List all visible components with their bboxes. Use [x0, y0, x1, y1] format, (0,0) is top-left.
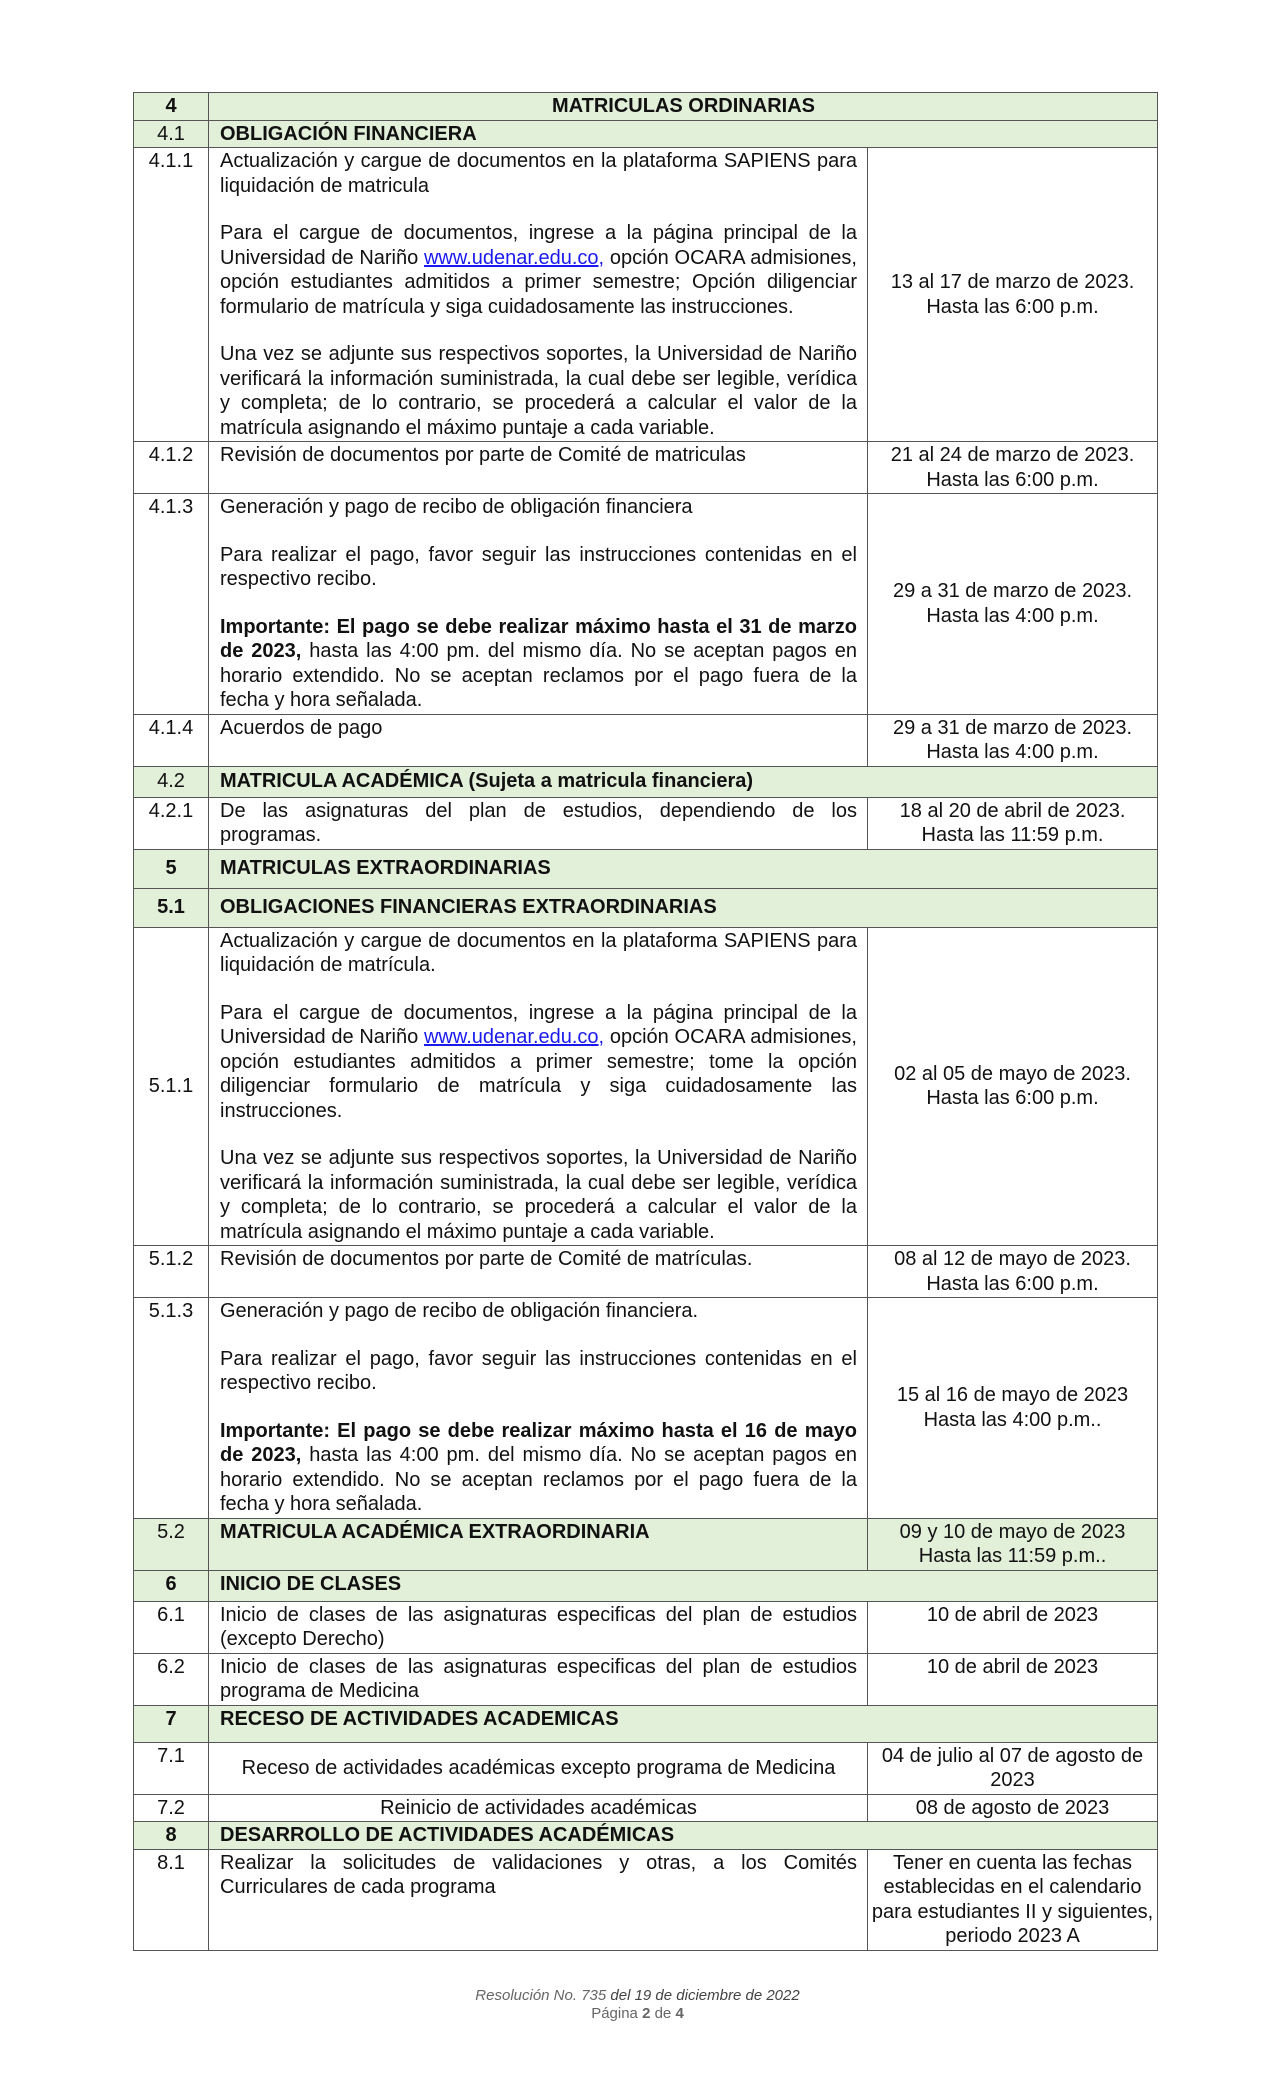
paragraph: Generación y pago de recibo de obligación financiera. [220, 1300, 699, 1322]
footer-resolution [0, 1986, 1275, 2005]
paragraph [220, 1001, 857, 1124]
item-description: Revisión de documentos por parte de Comité de matriculas [209, 442, 868, 494]
section-title: MATRICULAS EXTRAORDINARIAS [209, 849, 1158, 888]
item-number: 4.1.3 [134, 494, 209, 715]
section-date [868, 1518, 1158, 1570]
table-row [134, 1653, 1158, 1705]
date-range: 13 al 17 de marzo de 2023. [890, 271, 1135, 293]
paragraph: Una vez se adjunte sus respectivos soportes, la Universidad de Nariño verificará la información suministrada, la cual debe ser legible, verídica y completa; de lo contrario, se procederá a calcular el valor de la matrícula asignando el máximo puntaje a cada variable. [220, 1147, 857, 1243]
table-row [134, 1298, 1158, 1519]
section-number: 5 [134, 849, 209, 888]
text: Para el cargue de documentos, ingrese a la página principal de la Universidad de Nariño [220, 1001, 857, 1048]
item-date: 04 de julio al 07 de agosto de 2023 [868, 1742, 1158, 1794]
item-number: 6.1 [134, 1601, 209, 1653]
date-range: 02 al 05 de mayo de 2023. [894, 1062, 1131, 1085]
text: Para el cargue de documentos, ingrese a la página principal de la Universidad de Nariño [220, 222, 857, 269]
section-row-5-1 [134, 888, 1158, 927]
item-number: 4.2.1 [134, 797, 209, 849]
section-number: 5.1 [134, 888, 209, 927]
paragraph [220, 221, 857, 319]
section-number: 4.2 [134, 766, 209, 797]
udenar-link[interactable]: www.udenar.edu.co, [423, 1026, 605, 1048]
text: opción OCARA admisiones, opción estudiantes admitidos a primer semestre; tome la opción diligenciar formulario de matrícula y siga cuidadosamente las instrucciones. [220, 1026, 857, 1122]
important-note [220, 615, 857, 713]
item-number: 7.2 [134, 1794, 209, 1822]
item-date [868, 927, 1158, 1246]
date-range: 09 y 10 de mayo de 2023 [899, 1520, 1126, 1543]
item-description [209, 494, 868, 715]
section-title: MATRICULAS ORDINARIAS [209, 93, 1158, 121]
deadline-time: Hasta las 6:00 p.m. [926, 1272, 1099, 1295]
table-row [134, 494, 1158, 715]
table-row [134, 442, 1158, 494]
item-date [868, 1298, 1158, 1519]
table-row [134, 1849, 1158, 1950]
item-date [868, 494, 1158, 715]
paragraph: Generación y pago de recibo de obligación financiera [220, 496, 693, 518]
section-row-4-1 [134, 120, 1158, 148]
item-description: Inicio de clases de las asignaturas especificas del plan de estudios (excepto Derecho) [209, 1601, 868, 1653]
footer-page-number [0, 2004, 1275, 2023]
section-number: 4.1 [134, 120, 209, 148]
resolution-date: del 19 de diciembre de 2022 [610, 1987, 800, 2004]
section-row-4-2 [134, 766, 1158, 797]
table-row [134, 1794, 1158, 1822]
section-row-7 [134, 1705, 1158, 1742]
table-row [134, 1742, 1158, 1794]
item-description: Receso de actividades académicas excepto programa de Medicina [209, 1742, 868, 1794]
deadline-time: Hasta las 4:00 p.m. [926, 604, 1099, 627]
section-title: MATRICULA ACADÉMICA (Sujeta a matricula financiera) [209, 766, 1158, 797]
section-row-5 [134, 849, 1158, 888]
item-date [868, 148, 1158, 442]
section-row-5-2 [134, 1518, 1158, 1570]
item-date [868, 714, 1158, 766]
item-number: 5.1.2 [134, 1246, 209, 1298]
table-row [134, 1246, 1158, 1298]
item-description: Reinicio de actividades académicas [209, 1794, 868, 1822]
item-date [868, 1246, 1158, 1298]
page-current: 2 [642, 2005, 651, 2022]
paragraph: Actualización y cargue de documentos en la plataforma SAPIENS para liquidación de matrícula. [220, 929, 857, 976]
section-number: 4 [134, 93, 209, 121]
deadline-time: Hasta las 4:00 p.m.. [923, 1408, 1102, 1431]
section-title: MATRICULA ACADÉMICA EXTRAORDINARIA [209, 1518, 868, 1570]
paragraph: Para realizar el pago, favor seguir las instrucciones contenidas en el respectivo recibo. [220, 543, 857, 590]
item-date: 10 de abril de 2023 [868, 1653, 1158, 1705]
page-of: de [654, 2005, 672, 2022]
date-range: 29 a 31 de marzo de 2023. [892, 716, 1133, 739]
date-range: 21 al 24 de marzo de 2023. [890, 444, 1135, 466]
date-range: 29 a 31 de marzo de 2023. [892, 580, 1133, 603]
table-row [134, 1601, 1158, 1653]
important-note [220, 1419, 857, 1517]
item-number: 4.1.1 [134, 148, 209, 442]
table-row [134, 797, 1158, 849]
item-date: 10 de abril de 2023 [868, 1601, 1158, 1653]
item-description: Acuerdos de pago [209, 714, 868, 766]
udenar-link[interactable]: www.udenar.edu.co, [423, 246, 605, 269]
deadline-time: Hasta las 6:00 p.m. [926, 468, 1099, 491]
resolution-label: Resolución No. [475, 1987, 578, 2004]
table-row [134, 927, 1158, 1246]
page-label: Página [591, 2005, 638, 2022]
item-number: 5.1.1 [134, 927, 209, 1246]
item-description [209, 148, 868, 442]
item-description [209, 1298, 868, 1519]
section-title: DESARROLLO DE ACTIVIDADES ACADÉMICAS [209, 1822, 1158, 1850]
deadline-time: Hasta las 4:00 p.m. [926, 741, 1099, 763]
item-number: 8.1 [134, 1849, 209, 1950]
deadline-time: Hasta las 6:00 p.m. [926, 1087, 1099, 1110]
section-title: OBLIGACIONES FINANCIERAS EXTRAORDINARIAS [209, 888, 1158, 927]
table-row [134, 714, 1158, 766]
section-title: OBLIGACIÓN FINANCIERA [209, 120, 1158, 148]
item-description: De las asignaturas del plan de estudios, dependiendo de los programas. [209, 797, 868, 849]
important-text: hasta las 4:00 pm. del mismo día. No se aceptan pagos en horario extendido. No se aceptan reclamos por el pago fuera de la fecha y hora señalada. [220, 1444, 857, 1515]
section-row-8 [134, 1822, 1158, 1850]
section-row-6 [134, 1570, 1158, 1601]
date-range: 15 al 16 de mayo de 2023 [896, 1384, 1129, 1407]
important-text: hasta las 4:00 pm. del mismo día. No se aceptan pagos en horario extendido. No se aceptan reclamos por el pago fuera de la fecha y hora señalada. [220, 640, 857, 711]
section-number: 5.2 [134, 1518, 209, 1570]
section-number: 7 [134, 1705, 209, 1742]
item-number: 4.1.4 [134, 714, 209, 766]
page-total: 4 [675, 2005, 684, 2022]
calendar-table [133, 92, 1158, 1951]
paragraph: Actualización y cargue de documentos en la plataforma SAPIENS para liquidación de matricula [220, 150, 857, 197]
item-number: 4.1.2 [134, 442, 209, 494]
item-description: Revisión de documentos por parte de Comité de matrículas. [209, 1246, 868, 1298]
section-number: 8 [134, 1822, 209, 1850]
item-number: 7.1 [134, 1742, 209, 1794]
item-date: 08 de agosto de 2023 [868, 1794, 1158, 1822]
item-date [868, 442, 1158, 494]
important-bold: Importante: El pago se debe realizar máximo hasta el 16 de mayo de 2023, [220, 1419, 857, 1466]
item-number: 6.2 [134, 1653, 209, 1705]
deadline-time: Hasta las 11:59 p.m.. [918, 1545, 1107, 1567]
paragraph: Una vez se adjunte sus respectivos soportes, la Universidad de Nariño verificará la información suministrada, la cual debe ser legible, verídica y completa; de lo contrario, se procederá a calcular el valor de la matrícula asignando el máximo puntaje a cada variable. [220, 343, 857, 439]
date-range: 18 al 20 de abril de 2023. [899, 799, 1126, 822]
item-description [209, 927, 868, 1246]
table-row [134, 148, 1158, 442]
deadline-time: Hasta las 6:00 p.m. [926, 295, 1099, 318]
date-range: 08 al 12 de mayo de 2023. [894, 1248, 1131, 1270]
item-description: Realizar la solicitudes de validaciones y otras, a los Comités Curriculares de cada programa [209, 1849, 868, 1950]
paragraph: Para realizar el pago, favor seguir las instrucciones contenidas en el respectivo recibo. [220, 1347, 857, 1394]
item-number: 5.1.3 [134, 1298, 209, 1519]
item-date: Tener en cuenta las fechas establecidas en el calendario para estudiantes II y siguientes, periodo 2023 A [868, 1849, 1158, 1950]
deadline-time: Hasta las 11:59 p.m. [921, 824, 1104, 846]
section-number: 6 [134, 1570, 209, 1601]
important-bold: Importante: El pago se debe realizar máximo hasta el 31 de marzo de 2023, [220, 615, 857, 662]
item-date [868, 797, 1158, 849]
section-title: RECESO DE ACTIVIDADES ACADEMICAS [209, 1705, 1158, 1742]
section-title: INICIO DE CLASES [209, 1570, 1158, 1601]
item-description: Inicio de clases de las asignaturas especificas del plan de estudios programa de Medicina [209, 1653, 868, 1705]
text: opción OCARA admisiones, opción estudiantes admitidos a primer semestre; Opción diligenciar formulario de matrícula y siga cuidadosamente las instrucciones. [220, 246, 857, 318]
resolution-number: 735 [581, 1987, 607, 2004]
section-row-4 [134, 93, 1158, 121]
